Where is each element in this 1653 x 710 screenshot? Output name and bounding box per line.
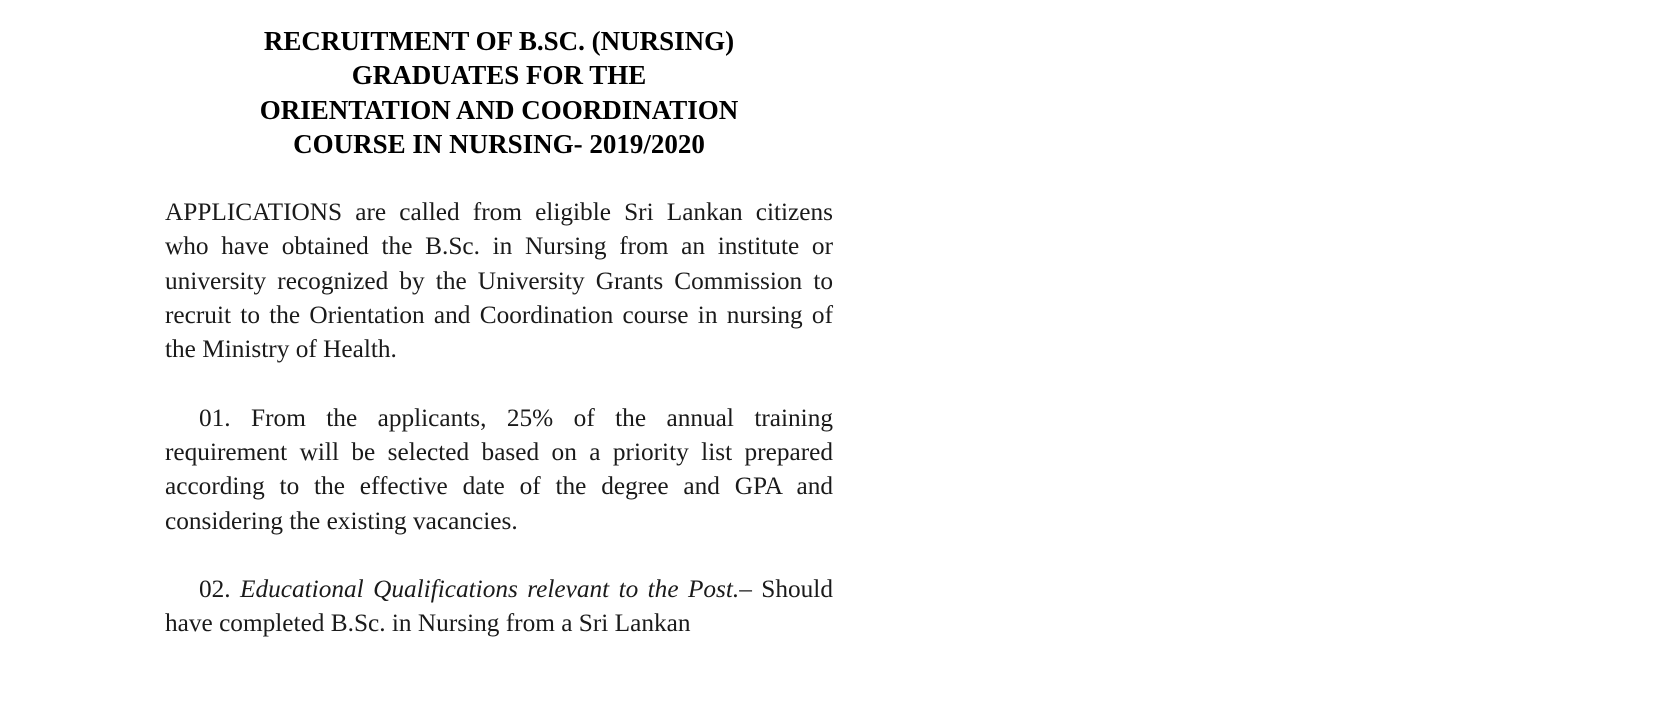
item-02-paragraph [165, 572, 833, 641]
title-line-1: RECRUITMENT OF B.SC. (NURSING) [263, 26, 735, 56]
title-line-4: COURSE IN NURSING- 2019/2020 [293, 128, 705, 159]
document-page [165, 24, 833, 640]
document-title [165, 24, 833, 161]
title-line-3: ORIENTATION AND COORDINATION [259, 94, 739, 125]
title-line-2: GRADUATES FOR THE [351, 60, 647, 91]
item-01-paragraph [165, 401, 833, 538]
intro-paragraph: APPLICATIONS are called from eligible Sri Lankan citizens who have obtained the B.Sc. in Nursing from an institute or university recognized by the University Grants Commission to recruit to the Orientation and Coordination course in nursing of the Ministry of Health. [165, 198, 833, 364]
item-02-number: 02. [199, 574, 231, 603]
item-02-text: Should have completed B.Sc. in Nursing from a Sri Lankan [165, 574, 833, 638]
item-02-heading: Educational Qualifications relevant to the Post.– [240, 574, 752, 603]
item-01-number: 01. [199, 403, 231, 432]
item-01-text: From the applicants, 25% of the annual training requirement will be selected based on a priority list prepared according to the effective date of the degree and GPA and considering the existing vacancies. [165, 403, 833, 535]
